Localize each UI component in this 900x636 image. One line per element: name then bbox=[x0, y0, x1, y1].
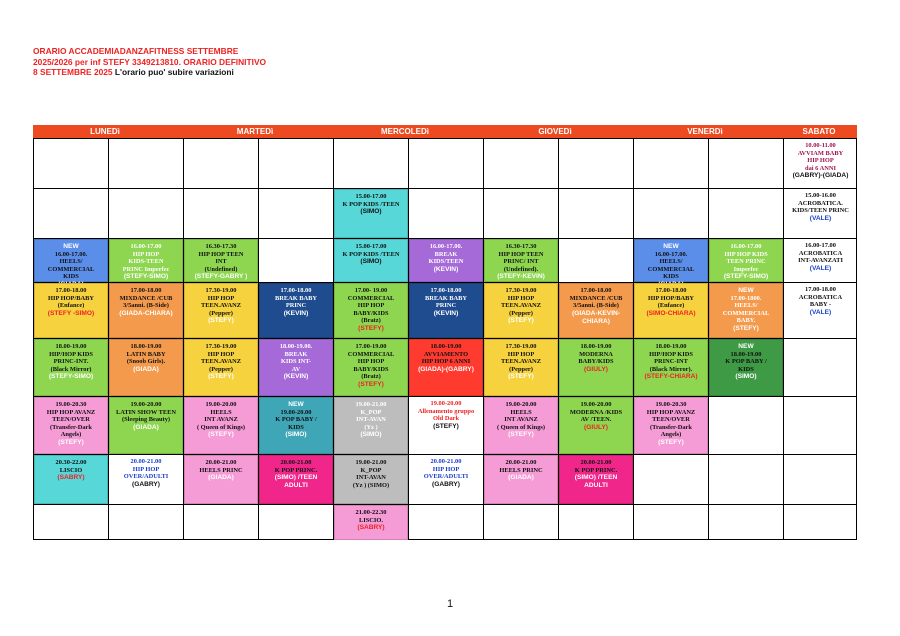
class-line: 19.00-20.30 bbox=[55, 401, 87, 408]
class-line: 17.00-18.00 bbox=[130, 287, 162, 294]
class-line: COMMERCIAL bbox=[347, 294, 395, 302]
schedule-table bbox=[33, 125, 857, 540]
class-line: (Undefined) bbox=[204, 265, 238, 273]
new-badge: NEW bbox=[663, 243, 679, 250]
class-cell-mar-6b bbox=[259, 397, 333, 454]
class-line: K POP BABY / bbox=[725, 358, 767, 366]
document-header bbox=[33, 46, 266, 78]
teacher-tag: (SIMO) bbox=[360, 431, 382, 439]
class-line: 17.00-18.00 bbox=[430, 287, 462, 294]
class-line: (Sleeping Beauty) bbox=[121, 416, 171, 424]
teacher-tag: (KEVIN) bbox=[283, 309, 309, 317]
class-line: HEELS PRINC bbox=[199, 466, 243, 474]
class-line: 10.00-11.00 bbox=[805, 142, 836, 149]
class-line: TEEN.AVANZ bbox=[500, 358, 542, 366]
class-cell-mer-2 bbox=[334, 189, 408, 238]
class-line: TEEN PRINC bbox=[726, 258, 766, 266]
teacher-tag: (STEFY) bbox=[208, 317, 234, 325]
teacher-tag: (STEFY) bbox=[208, 431, 234, 439]
class-line: ACROBATICA. bbox=[798, 199, 843, 207]
class-line: 19.00-20.00 bbox=[430, 400, 462, 407]
class-line: HIP HOP bbox=[507, 350, 535, 358]
class-cell-mer-4b bbox=[409, 283, 483, 338]
teacher-tag: (SABRY) bbox=[357, 524, 385, 532]
teacher-tag-cont: ADULTI bbox=[584, 482, 608, 490]
class-line: HIP HOP TEEN bbox=[198, 250, 244, 258]
class-cell-ven-3b bbox=[709, 239, 783, 282]
teacher-tag: (GIADA)-(GABRY) bbox=[418, 365, 474, 373]
class-line: HIP HOP bbox=[507, 294, 535, 302]
class-line: KIDS bbox=[738, 365, 754, 373]
teacher-tag: (GIULY) bbox=[584, 365, 608, 373]
teacher-tag: (GABRY)-(GIADA) bbox=[792, 172, 849, 180]
class-line: K POP BABY / bbox=[275, 416, 317, 424]
class-cell-ven-5b bbox=[709, 339, 783, 396]
class-line: HEELS bbox=[210, 408, 232, 416]
class-line: (Black Mirror). bbox=[649, 365, 693, 373]
teacher-tag: (GIADA-KEVIN- bbox=[572, 309, 620, 317]
class-line: ( Queen of Kings) bbox=[196, 423, 246, 431]
class-line: 16.00-17.00. bbox=[54, 250, 88, 258]
teacher-tag: (SIMO) bbox=[360, 208, 382, 216]
class-line: TEEN.AVANZ bbox=[200, 302, 242, 310]
teacher-tag: (STEFY-SIMO) bbox=[723, 273, 769, 281]
new-badge: NEW bbox=[738, 287, 754, 294]
class-line: K POP PRINC. bbox=[574, 466, 618, 474]
class-line: AV bbox=[291, 365, 301, 373]
class-line: BABY/KIDS bbox=[353, 309, 389, 317]
class-line: HIP HOP TEEN bbox=[498, 250, 544, 258]
class-line: ACROBATICA bbox=[798, 249, 843, 257]
teacher-tag: (SABRY) bbox=[57, 474, 85, 482]
class-cell-mer-3a bbox=[334, 239, 408, 282]
class-line: Angels) bbox=[60, 431, 82, 439]
class-line: 16.30-17.30 bbox=[505, 243, 537, 250]
class-line: COMMERCIAL bbox=[647, 265, 695, 273]
class-line: (Snoob Girls). bbox=[126, 358, 166, 366]
day-header-bar bbox=[33, 125, 857, 138]
class-line: PRINC-INT. bbox=[53, 358, 89, 366]
class-line: AVVIAMENTO bbox=[423, 350, 469, 358]
class-cell-ven-4a bbox=[634, 283, 708, 338]
class-line: INT-AVAN bbox=[356, 474, 386, 482]
header-line-3 bbox=[33, 67, 266, 78]
class-line: 19.00-20.00 bbox=[505, 401, 537, 408]
class-line: BABY/KIDS bbox=[353, 365, 389, 373]
class-line: LATIN SHOW TEEN bbox=[115, 408, 177, 416]
class-line: INT-AVAN bbox=[356, 416, 386, 424]
class-line: 16.30-17.30 bbox=[205, 243, 237, 250]
class-line: HIP HOP bbox=[357, 358, 385, 366]
class-cell-ven-6a bbox=[634, 397, 708, 454]
class-cell-mar-5a bbox=[184, 339, 258, 396]
class-cell-sab-4 bbox=[784, 283, 857, 338]
class-line: 18.00-19.00 bbox=[130, 343, 162, 350]
day-monday: LUNEDì bbox=[90, 127, 120, 136]
class-line: BABY. bbox=[736, 317, 756, 325]
class-cell-gio-4b bbox=[559, 283, 633, 338]
class-cell-ven-5a bbox=[634, 339, 708, 396]
class-line: HIP HOP bbox=[207, 294, 235, 302]
class-line: KIDS-TEEN bbox=[128, 258, 164, 266]
class-line: K POP PRINC. bbox=[274, 466, 318, 474]
class-line: 16.00-17.00. bbox=[429, 243, 463, 250]
class-line: 18.00-19.00 bbox=[730, 350, 762, 358]
class-line: BREAK bbox=[284, 350, 308, 358]
class-line: HIP HOP bbox=[207, 350, 235, 358]
class-cell-mer-7a bbox=[334, 455, 408, 504]
class-cell-gio-6a bbox=[484, 397, 558, 454]
class-line: OVER/ADULTI bbox=[123, 473, 169, 481]
teacher-tag: (SIMO) /TEEN bbox=[574, 474, 618, 482]
class-line: 20.30-22.00 bbox=[55, 459, 87, 466]
class-line: (Undefined). bbox=[503, 265, 539, 273]
class-line: (Enfance) bbox=[657, 302, 685, 310]
class-line: 20.00-21.00 bbox=[505, 459, 537, 466]
class-cell-mer-5b bbox=[409, 339, 483, 396]
class-line: PRINC-INT bbox=[654, 358, 688, 366]
class-line: PRINC bbox=[435, 302, 457, 310]
class-cell-sab-3 bbox=[784, 239, 857, 282]
day-thursday: GIOVEDì bbox=[538, 127, 572, 136]
teacher-tag: (VALE) bbox=[809, 214, 832, 222]
teacher-tag: (GIADA) bbox=[508, 474, 534, 482]
class-line: HEELS/ bbox=[659, 258, 683, 266]
class-line: (Bratz) bbox=[361, 317, 381, 325]
class-line: KIDS/TEEN PRINC bbox=[792, 207, 849, 215]
teacher-tag-cont: CHIARA) bbox=[582, 317, 610, 325]
class-line: LATIN BABY bbox=[126, 350, 166, 358]
grid-row-line bbox=[33, 504, 857, 505]
class-line: INT AVANZ bbox=[504, 416, 538, 424]
teacher-tag-cont: ADULTI bbox=[284, 482, 308, 490]
class-line: K POP KIDS /TEEN bbox=[342, 250, 400, 258]
teacher-tag: (STEFY) bbox=[508, 431, 534, 439]
class-cell-gio-7b bbox=[559, 455, 633, 504]
teacher-tag: (GIULY) bbox=[584, 423, 608, 431]
class-cell-gio-6b bbox=[559, 397, 633, 454]
teacher-tag: (GIADA) bbox=[208, 474, 234, 482]
header-line-1: ORARIO ACCADEMIADANZAFITNESS SETTEMBRE bbox=[33, 46, 239, 56]
class-line: AVVIAM BABY bbox=[797, 149, 844, 157]
class-line: TEEN/OVER bbox=[652, 416, 690, 424]
class-line: HIP HOP KIDS bbox=[724, 250, 768, 258]
class-line: HIP HOP bbox=[432, 465, 460, 473]
class-line: PRINC bbox=[285, 302, 307, 310]
class-cell-mar-4b bbox=[259, 283, 333, 338]
class-line: 17.30-19.00 bbox=[205, 287, 237, 294]
class-cell-sab-2 bbox=[784, 189, 857, 238]
class-line: HEELS PRINC bbox=[499, 466, 543, 474]
class-line: HEELS bbox=[510, 408, 532, 416]
class-line: ( Queen of Kings) bbox=[496, 423, 546, 431]
class-line: (Yz ) bbox=[364, 423, 378, 431]
class-cell-mer-8a bbox=[334, 505, 408, 540]
teacher-tag: (STEFY-KEVIN) bbox=[497, 273, 545, 281]
new-badge: NEW bbox=[63, 243, 79, 250]
grid-row-line bbox=[33, 188, 857, 189]
class-cell-mer-3b bbox=[409, 239, 483, 282]
class-line: (Pepper) bbox=[509, 365, 533, 373]
class-line: TEEN.AVANZ bbox=[500, 302, 542, 310]
class-line: 20.00-21.00 bbox=[580, 459, 612, 466]
day-saturday: SABATO bbox=[802, 127, 836, 136]
page-number: 1 bbox=[446, 598, 454, 610]
class-cell-lun-3b bbox=[109, 239, 183, 282]
class-line: HIP/HOP KIDS bbox=[49, 350, 93, 358]
class-line: PRINC/ INT bbox=[503, 258, 539, 266]
class-line: MIXDANCE /CUB bbox=[119, 294, 173, 302]
class-line: ACROBATICA bbox=[798, 293, 843, 301]
class-line: 17.00- 19.00 bbox=[354, 287, 388, 294]
teacher-tag: (GIADA) bbox=[133, 365, 159, 373]
class-line: 16.00-17.00. bbox=[654, 250, 688, 258]
class-cell-gio-7a bbox=[484, 455, 558, 504]
class-cell-ven-3a bbox=[634, 239, 708, 282]
class-line: BREAK BABY bbox=[424, 294, 468, 302]
class-line: 17.00-19.00 bbox=[355, 343, 387, 350]
class-cell-mar-7b bbox=[259, 455, 333, 504]
class-line: K_POP bbox=[360, 466, 382, 474]
class-line: 18.00-19.00 bbox=[55, 343, 87, 350]
class-line: LISCIO bbox=[59, 466, 83, 474]
class-line: HIP HOP AVANZ bbox=[646, 408, 696, 416]
class-line: (Bratz) bbox=[361, 373, 381, 381]
class-line: 17.30-19.00 bbox=[505, 343, 537, 350]
class-line: 20.00-21.00 bbox=[130, 458, 162, 465]
class-cell-mer-4a bbox=[334, 283, 408, 338]
grid-row-line bbox=[33, 539, 857, 540]
class-line: dai 6 ANNI bbox=[805, 164, 836, 172]
class-cell-mar-7a bbox=[184, 455, 258, 504]
class-cell-lun-5b bbox=[109, 339, 183, 396]
class-line: (Yz ) (SIMO) bbox=[352, 481, 390, 489]
class-line: 15.00-17.00 bbox=[355, 243, 387, 250]
class-line: INT-AVANZATI bbox=[798, 257, 843, 265]
class-line: 19.00-20.00 bbox=[280, 408, 312, 416]
class-line: KIDS bbox=[663, 273, 679, 281]
class-line: 20.00-21.00 bbox=[280, 459, 312, 466]
header-date: 8 SETTEMBRE 2025 bbox=[33, 67, 113, 77]
class-line: HIP HOP/BABY bbox=[648, 294, 694, 302]
class-line: HEELS/ bbox=[59, 258, 83, 266]
class-line: 19.00-21.00 bbox=[355, 459, 387, 466]
class-line: 17.00-18.00 bbox=[805, 286, 836, 293]
schedule-grid bbox=[33, 138, 857, 540]
class-line: HIP HOP bbox=[357, 302, 385, 310]
teacher-tag: (STEFY -SIMO) bbox=[47, 309, 95, 317]
class-line: BABY/KIDS bbox=[578, 358, 614, 366]
class-line: 19.00-21.00 bbox=[355, 401, 387, 408]
teacher-tag: (SIMO) bbox=[735, 373, 757, 381]
teacher-tag: (STEFY-SIMO) bbox=[48, 373, 94, 381]
teacher-tag: (STEFY-SIMO) bbox=[123, 273, 169, 281]
class-line: HIP HOP bbox=[132, 465, 160, 473]
class-line: 17.00-18.00 bbox=[655, 287, 687, 294]
class-line: 21.00-22.30 bbox=[355, 509, 387, 516]
class-line: PRINC Imperfec bbox=[122, 265, 170, 273]
class-line: OVER/ADULTI bbox=[423, 473, 469, 481]
class-cell-sab-1 bbox=[784, 139, 857, 188]
class-cell-gio-4a bbox=[484, 283, 558, 338]
class-line: 17.00-18.00 bbox=[55, 287, 87, 294]
teacher-tag: (STEFY-GABRY ) bbox=[194, 273, 248, 281]
class-line: 17.00-1800. bbox=[730, 294, 762, 302]
class-line: HIP HOP/BABY bbox=[48, 294, 94, 302]
class-cell-lun-7a bbox=[34, 455, 108, 504]
header-line-2: 2025/2026 per inf STEFY 3349213810. ORARIO DEFINITIVO bbox=[33, 56, 267, 67]
class-line: 17.00-18.00 bbox=[280, 287, 312, 294]
class-cell-mer-6b bbox=[409, 397, 483, 454]
class-line: 18.00-19.00 bbox=[580, 343, 612, 350]
teacher-tag: (SIMO) bbox=[285, 431, 307, 439]
teacher-tag: (STEFY) bbox=[433, 422, 459, 430]
class-cell-mar-3a bbox=[184, 239, 258, 282]
class-line: COMMERCIAL bbox=[722, 309, 770, 317]
class-cell-mar-5b bbox=[259, 339, 333, 396]
class-line: 20.00-21.00 bbox=[430, 458, 462, 465]
class-line: (Pepper) bbox=[509, 309, 533, 317]
class-line: 18.00-19.00. bbox=[279, 343, 313, 350]
class-cell-gio-5b bbox=[559, 339, 633, 396]
teacher-tag: (VALE) bbox=[809, 308, 832, 316]
class-line: HEELS/ bbox=[734, 302, 758, 310]
class-line: KIDS bbox=[63, 273, 79, 281]
class-line: 3/5anni. (B-Side) bbox=[573, 302, 619, 310]
teacher-tag: (GIADA) bbox=[133, 423, 159, 431]
class-line: AV /TEEN. bbox=[580, 416, 612, 424]
class-cell-lun-7b bbox=[109, 455, 183, 504]
class-cell-mar-6a bbox=[184, 397, 258, 454]
class-line: K_POP bbox=[360, 408, 382, 416]
teacher-tag: (STEFY) bbox=[733, 324, 759, 332]
class-cell-lun-6a bbox=[34, 397, 108, 454]
class-line: 16.00-17.00 bbox=[730, 243, 762, 250]
class-line: TEEN.AVANZ bbox=[200, 358, 242, 366]
class-cell-ven-4b bbox=[709, 283, 783, 338]
class-line: 15.00-16.00 bbox=[805, 192, 836, 199]
teacher-tag: (STEFY) bbox=[358, 380, 384, 388]
class-cell-gio-5a bbox=[484, 339, 558, 396]
class-line: (Transfer-Dark bbox=[50, 423, 92, 431]
class-line: 16.00-17.00 bbox=[805, 242, 836, 249]
class-cell-mar-4a bbox=[184, 283, 258, 338]
class-line: COMMERCIAL bbox=[47, 265, 95, 273]
class-line: HIP HOP bbox=[807, 157, 834, 165]
class-line: 17.30-19.00 bbox=[505, 287, 537, 294]
class-cell-mer-5a bbox=[334, 339, 408, 396]
teacher-tag: (KEVIN) bbox=[433, 265, 459, 273]
class-line: 19.00-20.30 bbox=[655, 401, 687, 408]
class-line: INT AVANZ bbox=[204, 416, 238, 424]
class-cell-mer-6a bbox=[334, 397, 408, 454]
teacher-tag: (STEFY) bbox=[208, 373, 234, 381]
class-line: 19.00-20.00 bbox=[130, 401, 162, 408]
day-wednesday: MERCOLEDì bbox=[381, 127, 429, 136]
class-line: (Pepper) bbox=[209, 365, 233, 373]
teacher-tag: (SIMO) /TEEN bbox=[274, 474, 318, 482]
class-line: 3/5anni. (B-Side) bbox=[123, 302, 169, 310]
class-line: LISCIO. bbox=[359, 516, 383, 524]
class-cell-lun-5a bbox=[34, 339, 108, 396]
class-line: 19.00-20.00 bbox=[580, 401, 612, 408]
header-note: L'orario puo' subire variazioni bbox=[112, 67, 234, 77]
teacher-tag: (KEVIN) bbox=[283, 373, 309, 381]
class-cell-mer-7b bbox=[409, 455, 483, 504]
class-line: (Transfer-Dark bbox=[650, 423, 692, 431]
class-cell-lun-3a bbox=[34, 239, 108, 282]
class-line: 17.30-19.00 bbox=[205, 343, 237, 350]
class-line: Allenamento gruppo bbox=[417, 407, 475, 415]
class-line: KIDS/TEEN bbox=[428, 258, 464, 266]
new-badge: NEW bbox=[288, 401, 304, 408]
class-line: KIDS bbox=[288, 423, 304, 431]
class-line: MODERNA /KIDS bbox=[569, 408, 623, 416]
class-line: 18.00-19.00 bbox=[430, 343, 462, 350]
class-line: (Pepper) bbox=[209, 309, 233, 317]
class-line: 18.00-19.00 bbox=[655, 343, 687, 350]
class-line: Angels) bbox=[660, 431, 682, 439]
class-line: HIP/HOP KIDS bbox=[649, 350, 693, 358]
teacher-tag: (STEFY) bbox=[358, 324, 384, 332]
class-cell-gio-3a bbox=[484, 239, 558, 282]
class-cell-lun-4b bbox=[109, 283, 183, 338]
class-line: (Enfance) bbox=[57, 302, 85, 310]
class-line: TEEN/OVER bbox=[52, 416, 90, 424]
teacher-tag: (SIMO-CHIARA) bbox=[646, 309, 696, 317]
class-line: HIP HOP 6 ANNI bbox=[421, 358, 471, 366]
class-line: HIP HOP bbox=[132, 250, 160, 258]
teacher-tag: (SIMO) bbox=[360, 258, 382, 266]
class-line: Old Dark bbox=[432, 415, 460, 423]
class-line: K POP KIDS /TEEN bbox=[342, 200, 400, 208]
teacher-tag: (GABRY) bbox=[132, 480, 160, 488]
class-line: 19.00-20.00 bbox=[205, 401, 237, 408]
class-line: 20.00-21.00 bbox=[205, 459, 237, 466]
teacher-tag: (KEVIN) bbox=[433, 309, 459, 317]
teacher-tag: (GABRY) bbox=[432, 480, 460, 488]
teacher-tag: (STEFY) bbox=[508, 373, 534, 381]
grid-row-line bbox=[33, 138, 857, 139]
teacher-tag: (STEFY) bbox=[508, 317, 534, 325]
class-line: BABY - bbox=[809, 301, 832, 309]
class-line: BREAK BABY bbox=[274, 294, 318, 302]
class-line: KIDS INT- bbox=[280, 358, 312, 366]
class-cell-lun-4a bbox=[34, 283, 108, 338]
new-badge: NEW bbox=[738, 343, 754, 350]
class-line: MODERNA bbox=[579, 350, 613, 358]
class-line: Imperfec bbox=[733, 265, 759, 273]
class-line: COMMERCIAL bbox=[347, 350, 395, 358]
class-line: INT bbox=[215, 258, 227, 266]
teacher-tag: (STEFY) bbox=[58, 438, 84, 446]
day-tuesday: MARTEDì bbox=[236, 127, 274, 136]
class-line: 16.00-17.00 bbox=[130, 243, 162, 250]
teacher-tag: (VALE) bbox=[809, 264, 832, 272]
class-line: 17.00-18.00 bbox=[580, 287, 612, 294]
class-line: 15.00-17.00 bbox=[355, 193, 387, 200]
class-cell-lun-6b bbox=[109, 397, 183, 454]
teacher-tag: (STEFY-CHIARA) bbox=[644, 373, 698, 381]
class-line: HIP HOP AVANZ bbox=[46, 408, 96, 416]
class-line: MIXDANCE /CUB bbox=[569, 294, 623, 302]
teacher-tag: (STEFY) bbox=[658, 438, 684, 446]
day-friday: VENERDì bbox=[687, 127, 723, 136]
class-line: (Black Mirror) bbox=[50, 365, 92, 373]
class-line: BREAK bbox=[434, 250, 458, 258]
teacher-tag: (GIADA-CHIARA) bbox=[119, 309, 173, 317]
